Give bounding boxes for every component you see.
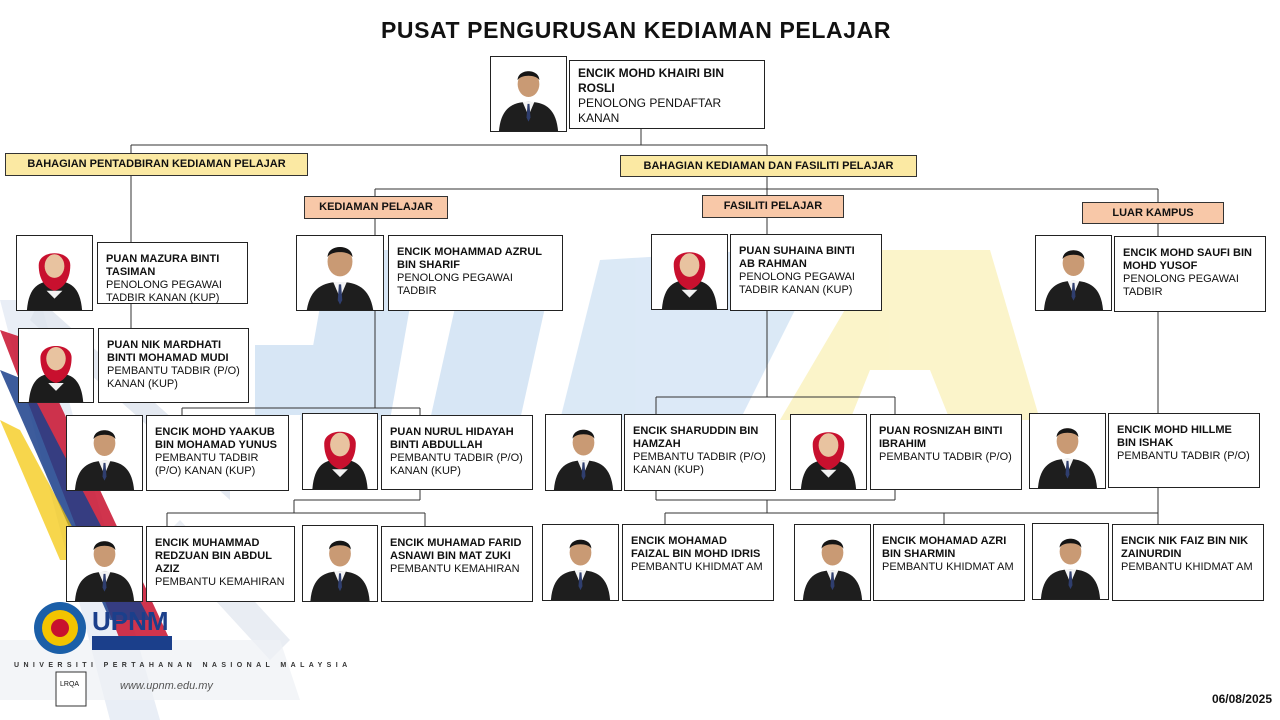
staff-card-azri [873,524,1025,601]
svg-text:LRQA: LRQA [60,681,80,688]
staff-position: PENOLONG PEGAWAI TADBIR KANAN (KUP) [106,279,222,304]
unit-luar-kampus: LUAR KAMPUS [1082,202,1224,224]
staff-card-farid [381,526,533,602]
staff-card-yaakub [146,415,289,491]
staff-position: PENOLONG PEGAWAI TADBIR KANAN (KUP) [739,271,855,296]
date-stamp: 06/08/2025 [1211,692,1272,706]
staff-name: PUAN SUHAINA BINTI AB RAHMAN [739,245,855,270]
staff-position: PEMBANTU KHIDMAT AM [882,561,1014,573]
staff-position: PENOLONG PENDAFTAR KANAN [578,96,722,125]
staff-card-hillme [1108,413,1260,488]
staff-card-mardhati [98,328,249,403]
staff-name: PUAN NIK MARDHATI BINTI MOHAMAD MUDI [107,339,229,364]
staff-position: PEMBANTU TADBIR (P/O) KANAN (KUP) [107,365,240,390]
staff-position: PEMBANTU KHIDMAT AM [631,561,763,573]
staff-name: ENCIK MOHD KHAIRI BIN ROSLI [578,66,724,95]
svg-text:UPNM: UPNM [92,606,169,636]
staff-position: PENOLONG PEGAWAI TADBIR [397,272,513,297]
staff-name: ENCIK MOHAMAD AZRI BIN SHARMIN [882,535,1007,560]
staff-position: PEMBANTU TADBIR (P/O) [1117,450,1250,462]
staff-name: ENCIK MUHAMAD FARID ASNAWI BIN MAT ZUKI [390,537,522,562]
staff-name: PUAN NURUL HIDAYAH BINTI ABDULLAH [390,426,514,451]
male-portrait-icon [296,235,384,311]
male-portrait-icon [545,414,622,491]
dept-facility: BAHAGIAN KEDIAMAN DAN FASILITI PELAJAR [620,155,917,177]
staff-card-rosnizah [870,414,1022,490]
staff-name: ENCIK MOHAMAD FAIZAL BIN MOHD IDRIS [631,535,761,560]
staff-position: PEMBANTU KHIDMAT AM [1121,561,1253,573]
staff-card-head [569,60,765,129]
staff-name: PUAN MAZURA BINTI TASIMAN [106,253,220,278]
male-portrait-icon [542,524,619,601]
staff-name: ENCIK MOHD YAAKUB BIN MOHAMAD YUNUS [155,426,278,451]
male-portrait-icon [1032,523,1109,600]
female-portrait-icon [302,413,378,490]
staff-card-redzuan [146,526,295,602]
staff-card-azrul [388,235,563,311]
staff-position: PEMBANTU TADBIR (P/O) KANAN (KUP) [633,451,766,476]
staff-name: ENCIK SHARUDDIN BIN HAMZAH [633,425,759,450]
dept-admin: BAHAGIAN PENTADBIRAN KEDIAMAN PELAJAR [5,153,308,176]
male-portrait-icon [66,526,143,602]
staff-card-sharuddin [624,414,776,491]
upnm-logo [32,600,282,710]
staff-card-mazura [97,242,248,304]
staff-card-saufi [1114,236,1266,312]
staff-position: PEMBANTU TADBIR (P/O) KANAN (KUP) [390,452,523,477]
logo-url[interactable]: www.upnm.edu.my [120,680,213,692]
staff-card-faiz [1112,524,1264,601]
male-portrait-icon [1035,235,1112,311]
staff-card-nurul [381,415,533,490]
logo-tagline: UNIVERSITI PERTAHANAN NASIONAL MALAYSIA [14,662,352,669]
unit-kediaman: KEDIAMAN PELAJAR [304,196,448,219]
staff-position: PEMBANTU TADBIR (P/O) [879,451,1012,463]
male-portrait-icon [302,525,378,602]
female-portrait-icon [18,328,94,403]
page-title: PUSAT PENGURUSAN KEDIAMAN PELAJAR [380,17,892,43]
unit-fasiliti: FASILITI PELAJAR [702,195,844,218]
female-portrait-icon [16,235,93,311]
staff-position: PEMBANTU KEMAHIRAN [390,563,520,575]
male-portrait-icon [490,56,567,132]
male-portrait-icon [1029,413,1106,489]
staff-card-faizal [622,524,774,601]
male-portrait-icon [66,415,143,491]
staff-name: ENCIK NIK FAIZ BIN NIK ZAINURDIN [1121,535,1249,560]
female-portrait-icon [651,234,728,310]
male-portrait-icon [794,524,871,601]
staff-name: ENCIK MOHD HILLME BIN ISHAK [1117,424,1232,449]
staff-position: PEMBANTU KEMAHIRAN [155,576,285,588]
staff-name: ENCIK MOHD SAUFI BIN MOHD YUSOF [1123,247,1252,272]
staff-position: PEMBANTU TADBIR (P/O) KANAN (KUP) [155,452,259,477]
staff-card-suhaina [730,234,882,311]
staff-name: PUAN ROSNIZAH BINTI IBRAHIM [879,425,1003,450]
staff-position: PENOLONG PEGAWAI TADBIR [1123,273,1239,298]
staff-name: ENCIK MUHAMMAD REDZUAN BIN ABDUL AZIZ [155,537,272,575]
female-portrait-icon [790,414,867,490]
staff-name: ENCIK MOHAMMAD AZRUL BIN SHARIF [397,246,542,271]
